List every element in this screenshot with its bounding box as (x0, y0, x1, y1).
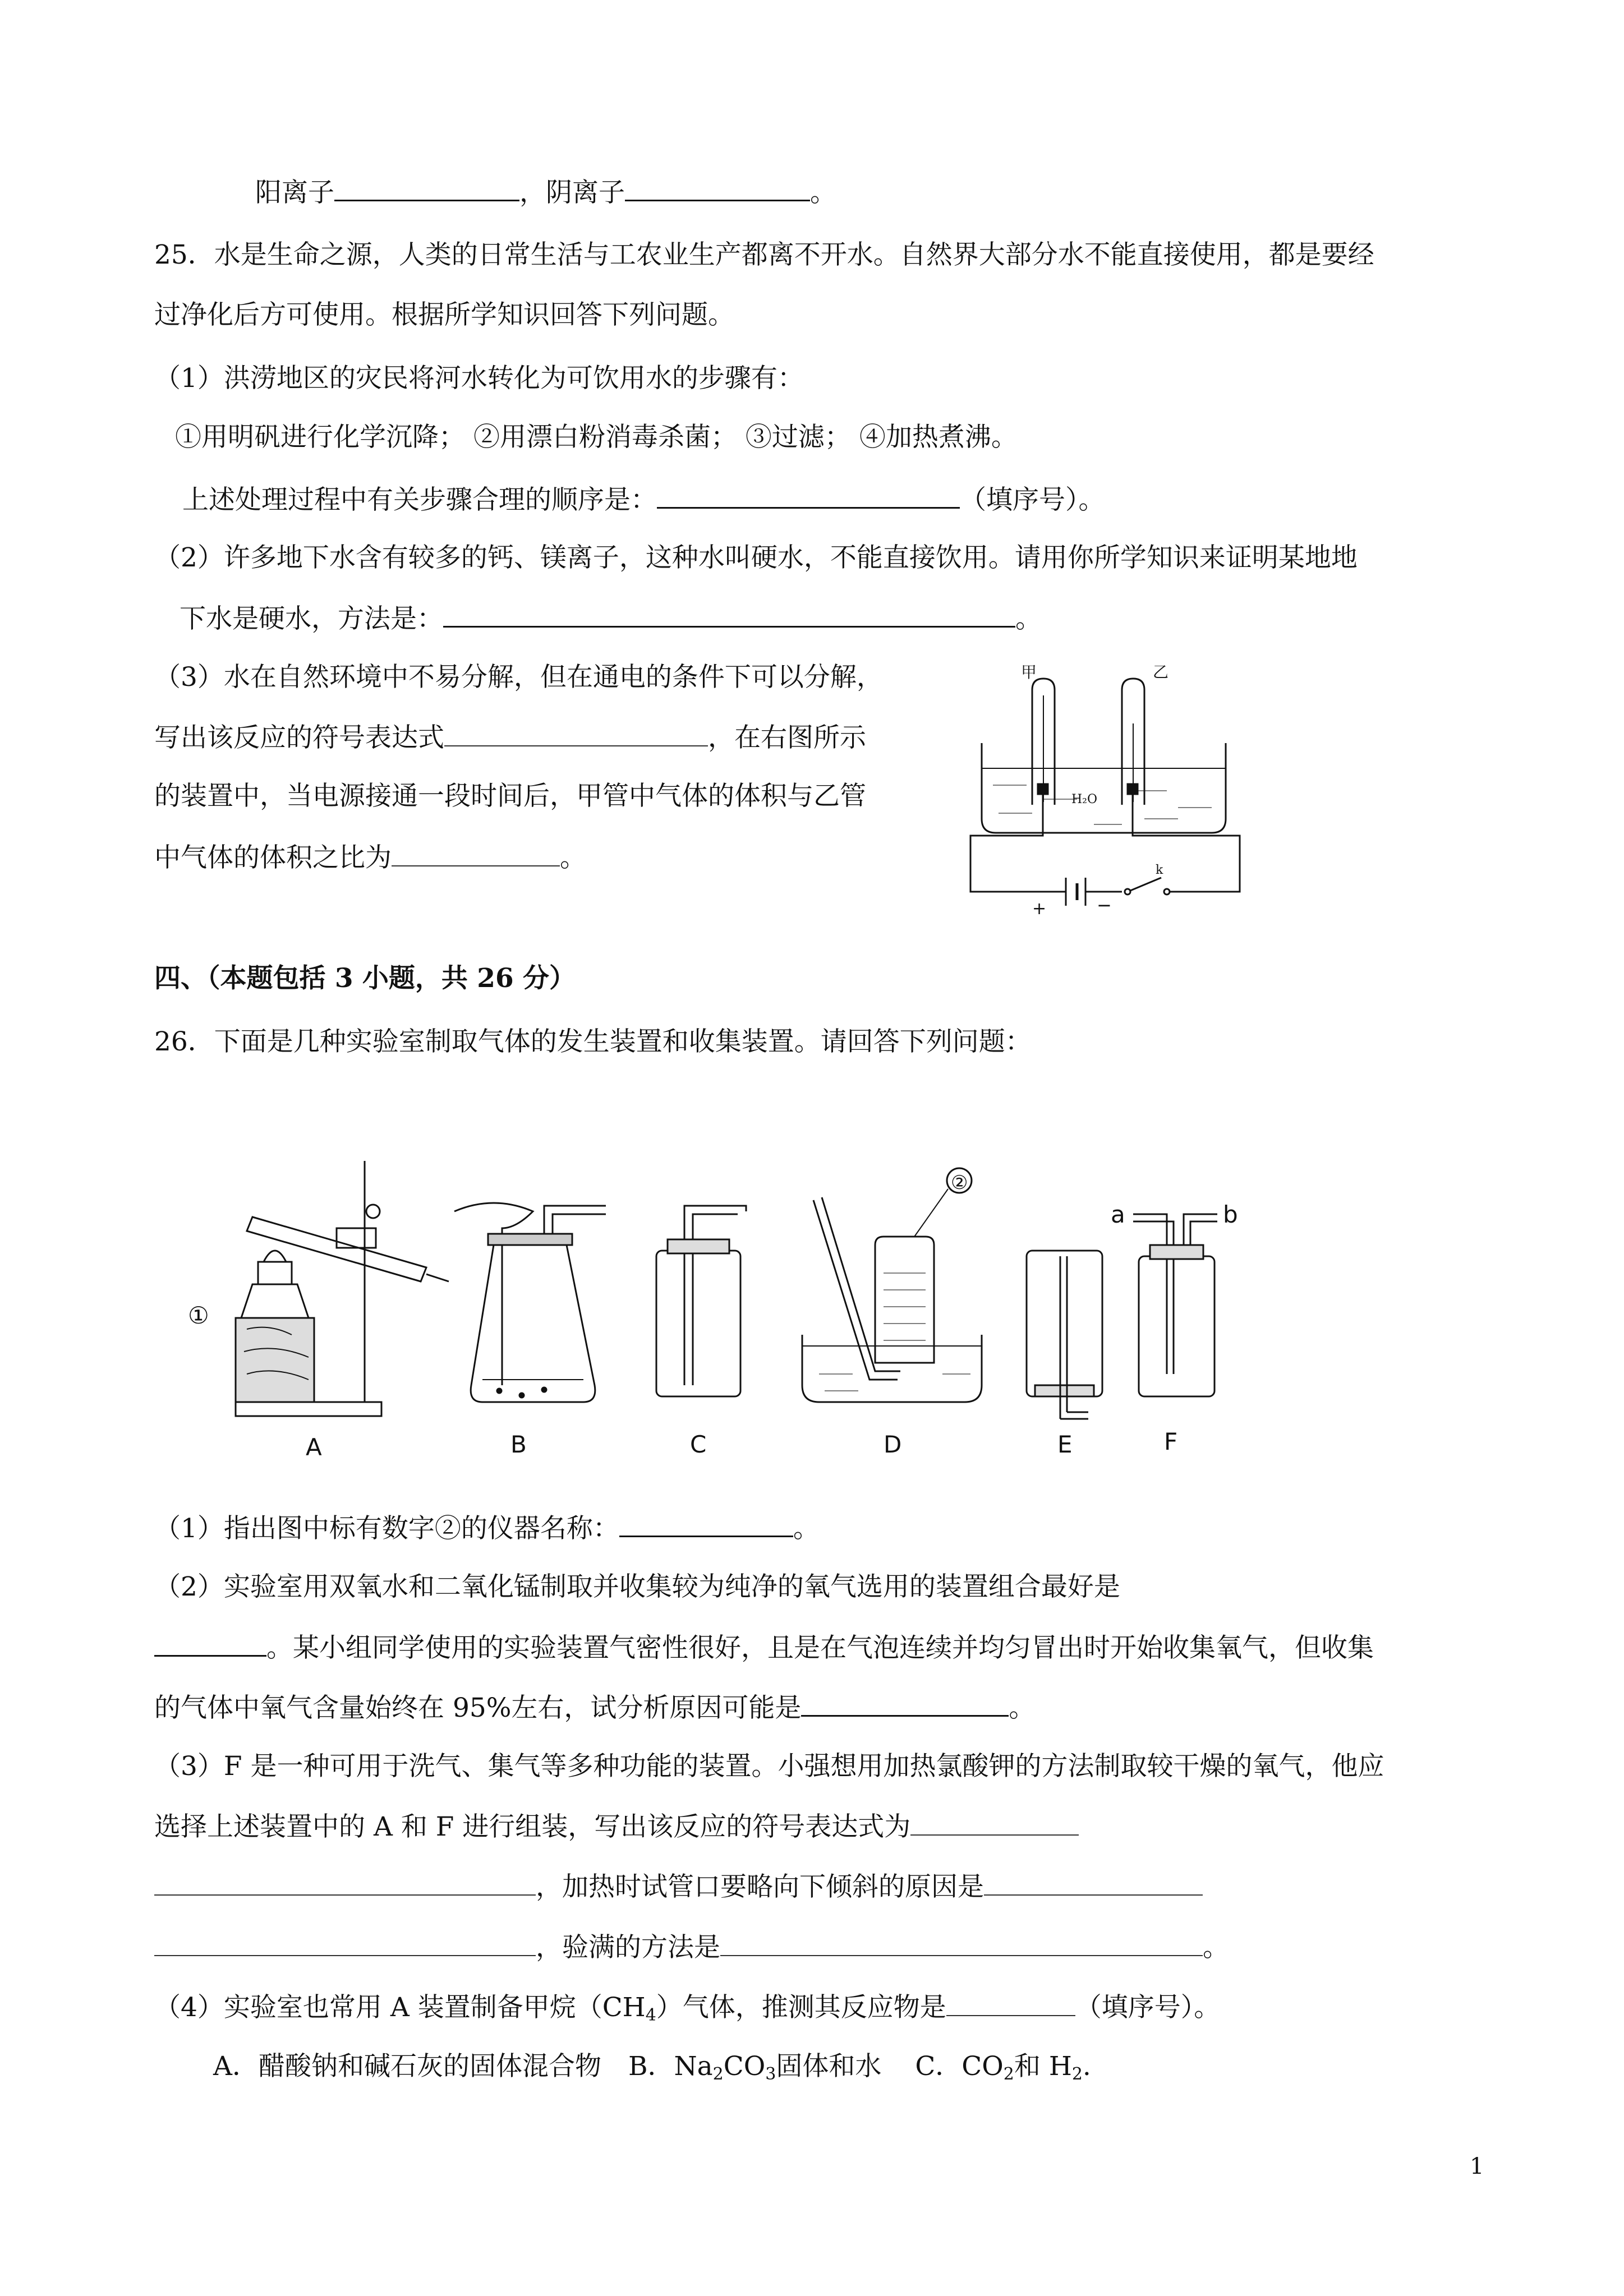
option-b-suffix: 固体和水 (776, 2051, 882, 2082)
ch4-subscript: 4 (645, 2005, 656, 2025)
q25-ratio-blank[interactable] (392, 840, 560, 866)
label-C: C (690, 1431, 707, 1458)
q26-part2-line3 (154, 1689, 1035, 1725)
q26-reason-prompt: 的气体中氧气含量始终在 95%左右，试分析原因可能是 (154, 1693, 802, 1723)
tube-right-label: 乙 (1153, 663, 1169, 681)
port-a-label: a (1111, 1201, 1125, 1228)
q26-methane-prompt: （4）实验室也常用 A 装置制备甲烷（CH (154, 1992, 646, 2023)
q26-part2-line2 (154, 1629, 1374, 1665)
q26-reactant-suffix: （填序号）。 (1075, 1992, 1221, 2023)
water-label: H₂O (1071, 792, 1098, 806)
q26-part2-text: 。某小组同学使用的实验装置气密性很好，且是在气泡连续并均匀冒出时开始收集氧气，但收集 (266, 1633, 1374, 1663)
q26-reason-end: 。 (1009, 1693, 1036, 1723)
q26-part3-line1: （3）F 是一种可用于洗气、集气等多种功能的装置。小强想用加热氯酸钾的方法制取较干燥的氧气，他应 (154, 1751, 1384, 1782)
q26-reactant-prompt: ）气体，推测其反应物是 (656, 1992, 946, 2023)
q25-stem-line1: 25．水是生命之源，人类的日常生活与工农业生产都离不开水。自然界大部分水不能直接使用，都是要经 (154, 239, 1374, 270)
q25-part2-line1: （2）许多地下水含有较多的钙、镁离子，这种水叫硬水，不能直接饮用。请用你所学知识来证明某地地 (154, 542, 1358, 573)
apparatus-C (656, 1206, 746, 1396)
q26-part2-line1: （2）实验室用双氧水和二氧化锰制取并收集较为纯净的氧气选用的装置组合最好是 (154, 1571, 1120, 1602)
q25-part1-line3 (182, 481, 1105, 517)
q25-part3-line4 (154, 840, 586, 875)
q26-tilt-blank-start[interactable] (984, 1869, 1203, 1896)
q26-full-check-blank[interactable] (720, 1929, 1203, 1956)
option-c-end: . (1082, 2051, 1091, 2082)
q26-full-check-prompt: ，验满的方法是 (536, 1932, 720, 1963)
q25-part2-line2 (180, 600, 1042, 636)
anion-label: ，阴离子 (519, 177, 625, 208)
q26-full-check-end: 。 (1203, 1932, 1229, 1963)
q26-part4 (154, 1989, 1220, 2025)
q26-options (213, 2050, 1091, 2083)
apparatus-A (236, 1161, 449, 1416)
q24-answer-line (255, 174, 836, 210)
q25-order-suffix: （填序号）。 (960, 485, 1105, 515)
port-b-label: b (1223, 1201, 1238, 1228)
mark-1-label: ① (188, 1302, 209, 1329)
label-F: F (1164, 1428, 1178, 1455)
negative-terminal-label: − (1097, 895, 1112, 914)
q26-equation-blank-end[interactable] (154, 1869, 536, 1896)
q26-part3-line2 (154, 1809, 1079, 1844)
apparatus-F (1133, 1214, 1217, 1396)
q26-reactant-blank[interactable] (946, 1989, 1075, 2016)
option-b-co: CO (723, 2051, 766, 2082)
section-4-heading: 四、（本题包括 3 小题，共 26 分） (154, 963, 576, 994)
q26-instrument-blank[interactable] (619, 1510, 793, 1537)
q26-part3-line3 (154, 1869, 1203, 1904)
page-number: 1 (1470, 2154, 1484, 2179)
q26-equation-prompt: 选择上述装置中的 A 和 F 进行组装，写出该反应的符号表达式为 (154, 1811, 911, 1842)
q25-equation-suffix: ，在右图所示 (708, 722, 866, 753)
q25-method-blank[interactable] (443, 600, 1015, 628)
q24-end: 。 (810, 177, 836, 208)
option-b-sub2: 3 (765, 2064, 776, 2084)
q25-order-prompt: 上述处理过程中有关步骤合理的顺序是： (182, 485, 657, 515)
label-A: A (306, 1433, 322, 1461)
q25-method-end: 。 (1015, 603, 1042, 634)
option-c-prefix: C．CO (915, 2051, 1004, 2082)
option-c-sub1: 2 (1003, 2064, 1014, 2084)
label-B: B (510, 1431, 527, 1458)
q25-part3-line3: 的装置中，当电源接通一段时间后，甲管中气体的体积与乙管 (154, 781, 866, 812)
q25-part1-line1: （1）洪涝地区的灾民将河水转化为可饮用水的步骤有： (154, 363, 804, 394)
apparatus-B (454, 1203, 606, 1402)
q25-ratio-prompt: 中气体的体积之比为 (154, 842, 392, 873)
mark-2-label: ② (951, 1172, 968, 1194)
q25-part3-line2 (154, 720, 866, 755)
anion-blank[interactable] (625, 174, 810, 201)
q26-part1 (154, 1510, 820, 1546)
q26-tilt-prompt: ，加热时试管口要略向下倾斜的原因是 (536, 1871, 984, 1902)
q26-stem: 26．下面是几种实验室制取气体的发生装置和收集装置。请回答下列问题： (154, 1026, 1032, 1057)
q26-reason-blank[interactable] (801, 1689, 1009, 1717)
apparatus-D (802, 1168, 982, 1402)
q26-equation-blank-start[interactable] (910, 1809, 1079, 1836)
q25-stem-line2: 过净化后方可使用。根据所学知识回答下列问题。 (154, 299, 734, 330)
q25-ratio-end: 。 (560, 842, 586, 873)
q25-equation-blank[interactable] (444, 720, 708, 746)
tube-left-label: 甲 (1021, 663, 1037, 681)
switch-label: k (1156, 863, 1163, 877)
q25-order-blank[interactable] (657, 481, 960, 509)
option-c-sub2: 2 (1071, 2064, 1083, 2084)
electrolysis-apparatus-figure (965, 656, 1245, 914)
label-E: E (1057, 1431, 1073, 1458)
q25-part3-line1: （3）水在自然环境中不易分解，但在通电的条件下可以分解， (154, 662, 883, 693)
q26-combination-blank[interactable] (154, 1629, 266, 1657)
apparatus-E (1027, 1251, 1102, 1419)
option-a: A．醋酸钠和碱石灰的固体混合物 (213, 2051, 601, 2082)
option-b-sub1: 2 (712, 2064, 724, 2084)
q26-part3-line4 (154, 1929, 1229, 1965)
option-b-prefix: B．Na (628, 2051, 713, 2082)
q26-instrument-end: 。 (793, 1513, 820, 1544)
q25-method-prompt: 下水是硬水，方法是： (180, 603, 443, 634)
gas-apparatus-figure (180, 1150, 1279, 1475)
q26-instrument-prompt: （1）指出图中标有数字②的仪器名称： (154, 1513, 619, 1544)
cation-label: 阳离子 (255, 177, 334, 208)
label-D: D (884, 1431, 902, 1458)
positive-terminal-label: + (1032, 899, 1047, 914)
q25-part1-steps: ①用明矾进行化学沉降； ②用漂白粉消毒杀菌； ③过滤； ④加热煮沸。 (175, 422, 1018, 453)
q26-tilt-blank-end[interactable] (154, 1929, 536, 1956)
option-c-h: 和 H (1014, 2051, 1072, 2082)
cation-blank[interactable] (334, 174, 519, 201)
q25-equation-prompt: 写出该反应的符号表达式 (154, 722, 444, 753)
